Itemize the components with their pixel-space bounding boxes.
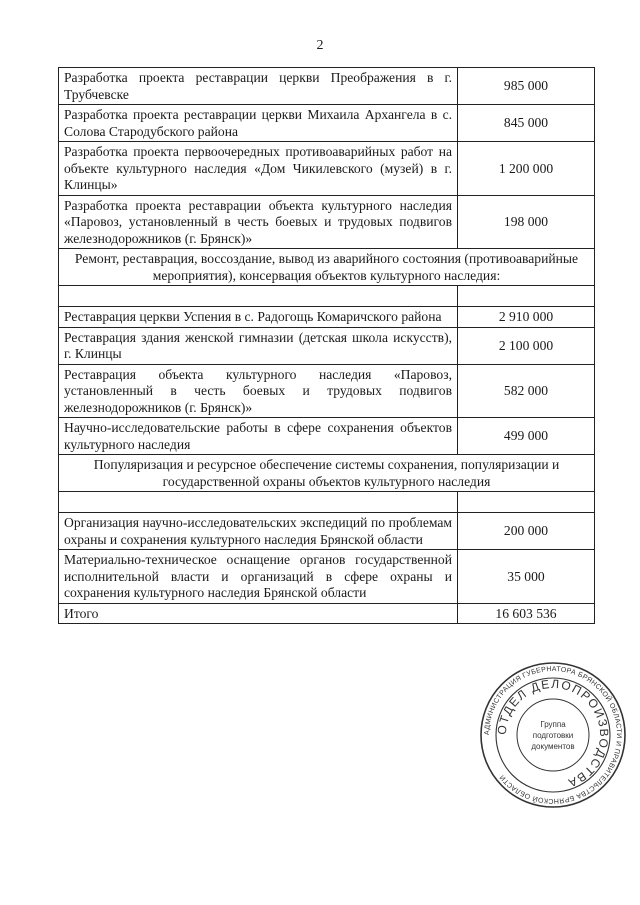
item-amount: 200 000 (458, 513, 595, 550)
item-amount: 582 000 (458, 364, 595, 418)
item-description: Организация научно-исследовательских экспедиций по проблемам охраны и сохранения культурного наследия Брянской области (59, 513, 458, 550)
empty-cell (59, 492, 458, 513)
total-label: Итого (59, 603, 458, 624)
table-row (59, 307, 595, 328)
stamp-center-line-1: Группа (540, 720, 566, 729)
item-description: Реставрация объекта культурного наследия «Паровоз, установленный в честь боевых и трудовых подвигов железнодорожников (г. Брянск)» (59, 364, 458, 418)
table-row (59, 364, 595, 418)
item-amount: 1 200 000 (458, 142, 595, 196)
stamp-center-line-3: документов (531, 742, 575, 751)
section-header-row (59, 455, 595, 492)
item-amount: 985 000 (458, 68, 595, 105)
section-spacer-row (59, 286, 595, 307)
empty-cell (458, 492, 595, 513)
stamp-center-line-2: подготовки (532, 731, 574, 740)
budget-table (58, 67, 595, 624)
section-title: Популяризация и ресурсное обеспечение системы сохранения, популяризации и государственной охраны объектов культурного наследия (59, 455, 595, 492)
table-row (59, 513, 595, 550)
page-number: 2 (316, 38, 324, 53)
item-amount: 845 000 (458, 105, 595, 142)
budget-table-body (59, 68, 595, 624)
total-amount: 16 603 536 (458, 603, 595, 624)
empty-cell (59, 286, 458, 307)
total-row (59, 603, 595, 624)
item-amount: 2 100 000 (458, 327, 595, 364)
section-spacer-row (59, 492, 595, 513)
empty-cell (458, 286, 595, 307)
item-amount: 35 000 (458, 550, 595, 604)
item-description: Реставрация церкви Успения в с. Радогощь Комаричского района (59, 307, 458, 328)
table-row (59, 550, 595, 604)
stamp-middle-text: ОТДЕЛ ДЕЛОПРОИЗВОДСТВА (494, 676, 612, 791)
item-description: Материально-техническое оснащение органов государственной исполнительной власти и организаций в сфере охраны и сохранения культурного наследия Брянской области (59, 550, 458, 604)
section-title: Ремонт, реставрация, воссоздание, вывод из аварийного состояния (противоаварийные мероприятия), консервация объектов культурного наследия: (59, 249, 595, 286)
item-amount: 198 000 (458, 195, 595, 249)
table-row (59, 195, 595, 249)
table-row (59, 327, 595, 364)
table-row (59, 142, 595, 196)
item-description: Разработка проекта реставрации церкви Михаила Архангела в с. Солова Стародубского района (59, 105, 458, 142)
item-description: Разработка проекта реставрации церкви Преображения в г. Трубчевске (59, 68, 458, 105)
item-description: Реставрация здания женской гимназии (детская школа искусств), г. Клинцы (59, 327, 458, 364)
item-description: Разработка проекта реставрации объекта культурного наследия «Паровоз, установленный в честь боевых и трудовых подвигов железнодорожников (г. Брянск)» (59, 195, 458, 249)
section-header-row (59, 249, 595, 286)
item-description: Разработка проекта первоочередных противоаварийных работ на объекте культурного наследия «Дом Чикилевского (музей) в г. Клинцы» (59, 142, 458, 196)
table-row (59, 418, 595, 455)
official-stamp (478, 660, 628, 810)
item-amount: 2 910 000 (458, 307, 595, 328)
item-description: Научно-исследовательские работы в сфере сохранения объектов культурного наследия (59, 418, 458, 455)
item-amount: 499 000 (458, 418, 595, 455)
table-row (59, 68, 595, 105)
table-row (59, 105, 595, 142)
stamp-outer-text: АДМИНИСТРАЦИЯ ГУБЕРНАТОРА БРЯНСКОЙ ОБЛАСТИ И ПРАВИТЕЛЬСТВА БРЯНСКОЙ ОБЛАСТИ (483, 665, 623, 805)
